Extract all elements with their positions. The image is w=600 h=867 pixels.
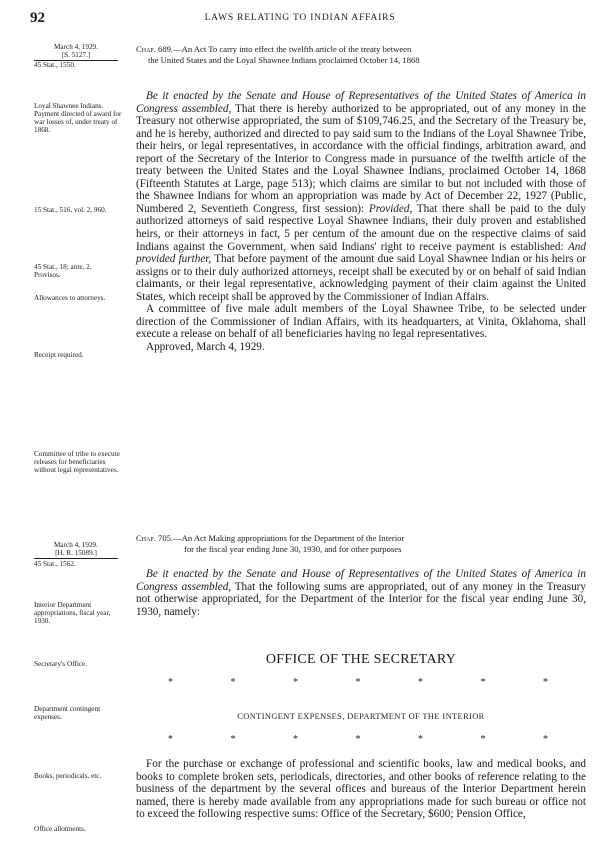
act2-paragraph-1 [136,568,586,618]
margin-note-office-allotments: Office allotments. [34,825,86,833]
star: * [543,734,548,745]
margin-note-interior-appropriations: Interior Department appropriations, fiscal year, 1930. [34,601,111,625]
star: * [293,734,298,745]
act1-enacting-clause: Be it enacted by the Senate and House of Representatives of the United States of America in Congress assembled, [136,90,586,115]
star: * [480,734,486,745]
act2-chapter-title-line2: for the fiscal year ending June 30, 1930, and for other purposes [184,543,402,554]
act1-paragraph-2: A committee of five male adult members of the Loyal Shawnee Tribe, to be selected under direction of the Commissioner of Indian Affairs, with its headquarters, at Vinita, Oklahoma, shall execute a release on behalf of all beneficiaries having no legal representatives. [136,303,586,341]
act2-stat-citation: 45 Stat., 1562. [34,560,76,568]
act1-bill-number: [S. 5127.] [61,51,91,59]
act1-chapter-title-line1: —An Act To carry into effect the twelfth article of the treaty between [173,44,412,54]
act1-para1-text: That there is hereby authorized to be appropriated, out of any money in the Treasury not otherwise appropriated, the sum of $109,746.25, and the Secretary of the Treasury be, and he is hereby, authorized and directed to pay said sum to the Indians of the Loyal Shawnee Tribe, their heirs, or legal representatives, in accordance with the official findings, arbitration award, and report of the Secretary of the Interior to Congress made in pursuance of the twelfth article of the treaty between the United States and the Loyal Shawnee Indians, proclaimed October 14, 1868 (Fifteenth Statutes at Large, page 513); which claims are similar to but not included with those of the Shawnee Indians for whom an appropriation was made by Act of December 22, 1927 (Public, Numbered 2, Seventieth Congress, first session): [136,102,586,215]
star: * [543,677,548,688]
star: * [355,734,361,745]
star: * [168,734,173,745]
act1-date: March 4, 1929. [54,43,98,51]
margin-note-allowances: Allowances to attorneys. [34,294,106,302]
act1-stat-citation: 45 Stat., 1550. [34,61,76,69]
running-header: LAWS RELATING TO INDIAN AFFAIRS [204,13,396,23]
margin-note-books-periodicals: Books, periodicals, etc. [34,772,102,780]
subsection-heading-contingent-expenses: CONTINGENT EXPENSES, DEPARTMENT OF THE INTERIOR [237,712,485,721]
act2-para1-text: That the following sums are appropriated, out of any money in the Treasury not otherwise appropriated, for the Department of the Interior for the fiscal year ending June 30, 1930, namely: [136,580,586,618]
act1-para1-end: That before payment of the amount due said Loyal Shawnee Indian or his heirs or assigns or to their duly authorized attorneys, receipt shall be executed by or on behalf of said Indian claimants, or their legal representative, acknowledging payment of their claim against the United States, which receipt shall be approved by the Commissioner of Indian Affairs. [136,253,586,303]
act2-date: March 4, 1929. [54,541,98,549]
act2-body-intro [136,568,586,618]
star: * [480,677,486,688]
act1-chapter-title-line2: the United States and the Loyal Shawnee Indians proclaimed October 14, 1868 [148,54,420,65]
margin-note-loyal-shawnee: Loyal Shawnee Indians. Payment directed of award for war losses of, under treaty of 1868. [34,102,122,134]
margin-note-receipt: Receipt required. [34,351,84,359]
act2-chapter-title [136,533,584,554]
act2-chapter-title-line1: —An Act Making appropriations for the Department of the Interior [173,533,405,543]
star: * [168,677,173,688]
act2-margin-rule [34,558,118,559]
act1-para1-mid: That there shall be paid to the duly authorized attorneys of said respective Loyal Shawnee Indians, their duly proven and established heirs, or their attorneys in fact, 5 per centum of the amount due on the respective claims of said Indians against the Government, when said Indians' right to receive payment is established: [136,202,586,253]
ellipsis-stars-2 [168,734,548,745]
star: * [418,677,423,688]
margin-note-45-stat-provisos: 45 Stat., 18; ante, 2. Provisos. [34,263,92,279]
act2-paragraph-2: For the purchase or exchange of professional and scientific books, law and medical books, and books to complete broken sets, periodicals, directories, and other books of reference relating to the business of the department by the several offices and bureaus of the Interior Department herein named, there is hereby made available from any appropriations made for such bureau or office not to exceed the following respective sums: Office of the Secretary, $600; Pension Office, [136,758,586,821]
act1-chapter-title [136,44,584,65]
act1-paragraph-1 [136,90,586,303]
ellipsis-stars-1 [168,677,548,688]
section-heading-office-of-the-secretary: OFFICE OF THE SECRETARY [265,652,457,667]
act2-enacting-clause: Be it enacted by the Senate and House of Representatives of the United States of America in Congress assembled, [136,568,586,593]
act1-proviso-2: And provided further, [136,240,586,266]
act2-bill-number: [H. R. 15089.] [55,549,97,557]
page-number: 92 [30,10,45,26]
star: * [418,734,423,745]
star: * [230,677,236,688]
margin-note-secretarys-office: Secretary's Office. [34,660,88,668]
act1-proviso-1: Provided, [368,202,413,215]
star: * [293,677,298,688]
star: * [230,734,236,745]
margin-note-contingent-expenses: Department contingent expenses. [34,705,101,721]
act2-body-books [136,758,586,821]
act2-chapter-label: Chap. 705. [136,533,174,543]
act1-body [136,90,586,353]
margin-note-15-stat: 15 Stat., 516, vol. 2, 960. [34,206,107,214]
star: * [355,677,361,688]
act1-approved: Approved, March 4, 1929. [146,340,265,353]
act1-chapter-label: Chap. 689. [136,44,174,54]
margin-note-committee: Committee of tribe to execute releases for beneficiaries without legal representatives. [34,450,120,474]
